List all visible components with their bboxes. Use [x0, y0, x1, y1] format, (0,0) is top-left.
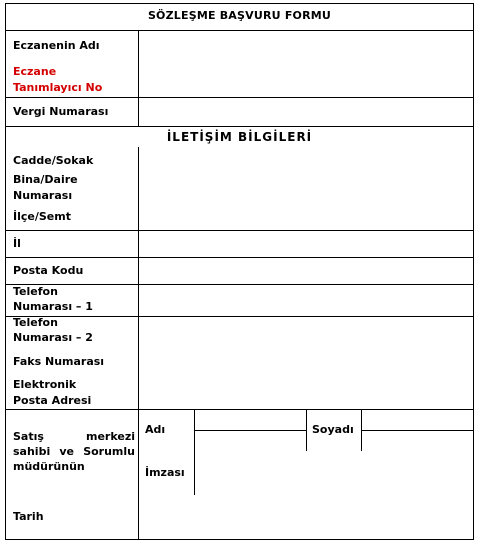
value-city[interactable]: [139, 231, 473, 257]
label-building-line2: Numarası: [13, 189, 73, 202]
label-phone1-line2: Numarası – 1: [13, 300, 93, 313]
label-owner-line3: müdürünün: [13, 460, 85, 473]
label-phone1-line1: Telefon: [13, 285, 58, 298]
label-signer-name: Adı: [145, 423, 166, 436]
label-owner-line1: Satış merkezi: [13, 430, 135, 443]
label-owner-manager: [13, 429, 135, 474]
row-divider: [5, 126, 474, 127]
label-city: İl: [13, 237, 21, 250]
border-left: [5, 3, 6, 540]
label-owner-line2: sahibi ve Sorumlu: [13, 445, 135, 458]
label-signer-signature: İmzası: [145, 466, 185, 479]
border-bottom: [5, 539, 474, 540]
label-date: Tarih: [13, 510, 44, 523]
label-phone2-line2: Numarası – 2: [13, 331, 93, 344]
label-pharmacy-id-line1: Eczane: [13, 65, 57, 78]
form-title: SÖZLEŞME BAŞVURU FORMU: [147, 9, 332, 22]
label-signer-surname: Soyadı: [312, 423, 354, 436]
label-email-line1: Elektronik: [13, 378, 77, 391]
border-right: [473, 3, 474, 540]
value-tax-number[interactable]: [139, 98, 473, 126]
border-top: [5, 3, 474, 4]
value-phone2-fax-email[interactable]: [139, 317, 473, 409]
value-pharmacy[interactable]: [139, 31, 473, 97]
label-building-line1: Bina/Daire: [13, 173, 78, 186]
value-signature[interactable]: [195, 452, 473, 495]
value-date[interactable]: [139, 496, 473, 539]
value-signer-name[interactable]: [195, 410, 306, 430]
label-email-line2: Posta Adresi: [13, 394, 92, 407]
label-fax: Faks Numarası: [13, 355, 105, 368]
label-phone2-line1: Telefon: [13, 316, 58, 329]
label-district: İlçe/Semt: [13, 210, 71, 223]
label-street: Cadde/Sokak: [13, 154, 94, 167]
label-tax-number: Vergi Numarası: [13, 105, 109, 118]
value-address[interactable]: [139, 148, 473, 230]
value-phone1[interactable]: [139, 285, 473, 316]
section-title-contact: İLETİŞİM BİLGİLERİ: [166, 130, 313, 144]
label-pharmacy-id-line2: Tanımlayıcı No: [13, 81, 103, 94]
value-postal-code[interactable]: [139, 258, 473, 284]
label-pharmacy-name: Eczanenin Adı: [13, 39, 100, 52]
value-signer-surname[interactable]: [362, 410, 473, 430]
signature-divider: [306, 409, 307, 451]
label-postal-code: Posta Kodu: [13, 264, 84, 277]
surname-underline: [361, 430, 473, 431]
name-underline: [194, 430, 306, 431]
